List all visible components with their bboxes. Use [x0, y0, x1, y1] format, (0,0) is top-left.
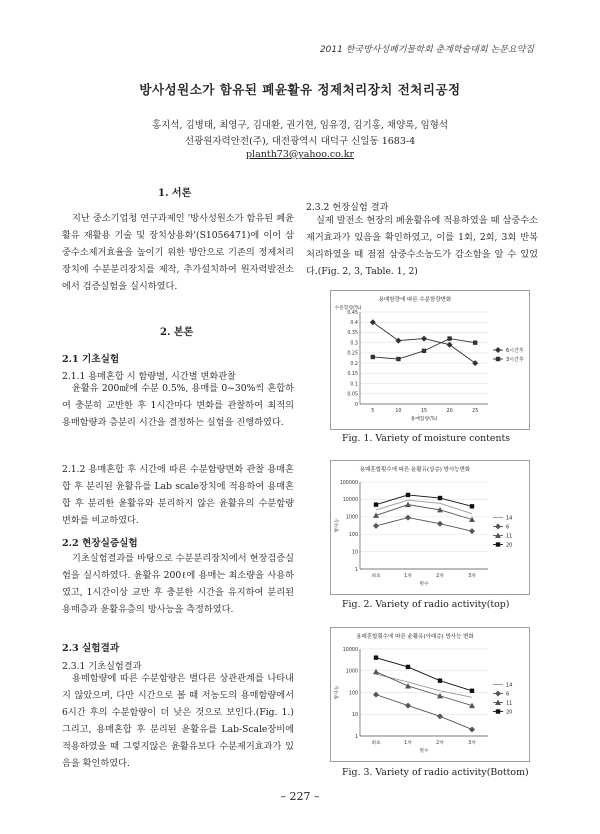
chart-0-ytick-label: 0.45: [347, 310, 358, 316]
chart-1-ylabel: 방사능: [335, 518, 340, 533]
chart-0-xlabel: 용매함량(%): [410, 417, 438, 422]
chart-0-ytick-label: 0.15: [347, 372, 358, 378]
chart-1-xtick-label: 최초: [371, 574, 381, 579]
chart-1-legend-label: 20: [506, 542, 513, 549]
chart-2-ytick-label: 10000: [342, 647, 358, 653]
paragraph-2-2: 기초실험결과를 바탕으로 수분분리장치에서 현장검증실험을 실시하였다. 윤활유 200ℓ에 용매는 최소량을 사용하였고, 1시간이상 교반 후 충분한 시간을 유지하여 분리된 용매층과 윤활유층의 방사능을 측정하였다.: [62, 553, 294, 615]
chart-0-xtick-label: 25: [472, 409, 479, 414]
chart-2-ytick-label: 10: [351, 713, 358, 719]
chart-radio-activity-bottom: [330, 627, 530, 762]
chart-2-data-point: [374, 655, 378, 659]
authors: 홍지석, 김병태, 최영구, 김대환, 권기현, 임유경, 김기홍, 채양록, 임형석: [151, 120, 449, 131]
chart-1-legend-label: 6: [506, 524, 510, 531]
chart-0-data-point: [371, 355, 375, 359]
chart-0-data-point: [422, 349, 426, 353]
chart-2-legend-label: 14: [506, 682, 513, 689]
chart-0-ylabel: 수분함량(%): [334, 306, 362, 311]
chart-0-ytick-label: 0.4: [350, 321, 358, 327]
chart-0-legend-label: 6시간후: [506, 347, 524, 354]
chart-2-ytick-label: 1: [354, 734, 358, 740]
chart-2-xlabel: 횟수: [419, 749, 429, 754]
chart-0-ytick-label: 0.1: [350, 382, 358, 388]
chart-2-xtick-label: 최초: [371, 741, 381, 746]
section-heading-intro: 1. 서론: [158, 188, 192, 199]
chart-0-data-point: [447, 336, 451, 340]
subsubsection-heading-2-1-1: 2.1.1 용매혼합 시 함량별, 시간별 변화관찰: [62, 371, 237, 382]
chart-radio-activity-top: [330, 460, 530, 595]
chart-0-xtick-label: 10: [395, 409, 402, 414]
chart-1-xlabel: 횟수: [419, 582, 429, 587]
subsection-heading-2-2: 2.2 현장실증실험: [62, 538, 138, 549]
chart-0-ytick-label: 0.2: [350, 361, 358, 367]
chart-0-ytick-label: 0.3: [350, 341, 358, 347]
chart-2-legend-label: 20: [506, 709, 513, 716]
chart-0-legend-label: 3시간후: [506, 356, 524, 363]
chart-2-xtick-label: 2차: [436, 741, 444, 746]
chart-1-ytick-label: 1000: [345, 515, 358, 521]
chart-0-ytick-label: 0.05: [347, 392, 358, 398]
chart-2-legend-label: 6: [506, 691, 510, 698]
running-header: 2011 한국방사성폐기물학회 춘계학술대회 논문요약집: [319, 45, 534, 55]
figure-2-caption: Fig. 2. Variety of radio activity(top): [342, 599, 510, 610]
chart-1-xtick-label: 1차: [404, 574, 412, 579]
figure-1-caption: Fig. 1. Variety of moisture contents: [342, 433, 511, 444]
chart-1-data-point: [470, 504, 474, 508]
chart-1-xtick-label: 2차: [436, 574, 444, 579]
chart-0-data-point: [473, 340, 477, 344]
chart-1-data-point: [406, 493, 410, 497]
subsubsection-heading-2-3-1: 2.3.1 기초실험결과: [62, 661, 142, 672]
chart-0-xtick-label: 15: [420, 409, 428, 414]
chart-1-ytick-label: 100: [348, 533, 358, 538]
chart-1-data-point: [374, 502, 378, 506]
chart-1-legend-marker: [496, 542, 500, 546]
chart-0-ytick-label: 0.25: [347, 351, 358, 357]
paragraph-2-1-2: 2.1.2 용매혼합 후 시간에 따른 수분함량변화 관찰 용매혼합 후 분리된 윤활유를 Lab scale장치에 적용하여 용매혼합 후 분리한 윤활유와 분리하지 않은 윤활유의 수분함량변화를 비교하였다.: [62, 464, 294, 526]
subsection-heading-2-3: 2.3 실험결과: [62, 643, 120, 654]
chart-moisture-contents: [330, 290, 530, 430]
figure-3-caption: Fig. 3. Variety of radio activity(Bottom): [342, 767, 529, 778]
chart-1-title: 용매혼합횟수에 따른 윤활유(상층) 방사능변화: [359, 467, 471, 473]
chart-1-ytick-label: 10000: [342, 498, 358, 504]
chart-1-ytick-label: 100000: [339, 480, 358, 486]
paragraph-2-3-2: 실제 발전소 현장의 폐윤활유에 적용하였을 때 삼중수소제거효과가 있음을 확인하였고, 이를 1회, 2회, 3회 반복 처리하였을 때 점점 삼중수소농도가 감소함을 알 수 있었다.(Fig. 2, 3, Table. 1, 2): [306, 215, 538, 277]
chart-0-xtick-label: 20: [446, 409, 453, 414]
paragraph-2-3-1: 용매함량에 따른 수분함량은 별다른 상관관계를 나타내지 않았으며, 다만 시간으로 볼 때 저농도의 용매함량에서 6시간 후의 수분함량이 더 낮은 것으로 보인다.(Fig. 1.) 그리고, 용매혼합 후 분리된 윤활유를 Lab-Scale장비에 적용하였을 때 그렇지않은 윤활유보다 수분제거효과가 있음을 확인하였다.: [62, 673, 294, 769]
chart-0-title: 용매함량에 따른 수분함량변화: [378, 297, 452, 303]
chart-0-xtick-label: 5: [371, 409, 375, 414]
chart-1-legend-label: 11: [506, 533, 513, 540]
chart-1-xtick-label: 3차: [468, 574, 476, 579]
chart-0-ytick-label: 0.35: [347, 331, 358, 337]
chart-0-data-point: [396, 357, 400, 361]
intro-paragraph: 지난 중소기업청 연구과제인 '방사성원소가 함유된 폐윤활유 재활용 기술 및 장치상용화'(S1056471)에 이어 삼중수소제거효율을 높이기 위한 방안으로 기존의 정제처리장치에 수분분리장치를 제작, 추가설치하여 원자력발전소에서 검증실험을 실시하였다.: [62, 213, 294, 292]
subsection-heading-2-1: 2.1 기초실험: [62, 354, 120, 365]
page-number: – 227 –: [280, 790, 320, 803]
chart-1-ytick-label: 10: [351, 550, 358, 556]
chart-1-data-point: [438, 496, 442, 500]
chart-2-data-point: [438, 678, 442, 682]
section-heading-body: 2. 본론: [160, 327, 194, 338]
chart-2-data-point: [406, 665, 410, 669]
affiliation: 선광원자력안전(주), 대전광역시 대덕구 신일동 1683-4: [184, 136, 416, 147]
paper-title: 방사성원소가 함유된 폐윤활유 정제처리장치 전처리공정: [139, 82, 461, 97]
chart-2-title: 용매혼합횟수에 따른 윤활유(아래층) 방사능 변화: [356, 634, 474, 640]
chart-1-legend-label: 14: [506, 515, 513, 522]
chart-2-legend-label: 11: [506, 700, 513, 707]
chart-2-ytick-label: 100: [348, 691, 358, 697]
chart-0-legend-marker: [496, 357, 500, 361]
chart-2-xtick-label: 3차: [468, 741, 476, 746]
chart-2-ylabel: 방사능: [335, 685, 340, 700]
chart-1-ytick-label: 1: [354, 567, 358, 573]
chart-2-legend-marker: [496, 709, 500, 713]
email-link[interactable]: planth73@yahoo.co.kr: [245, 149, 355, 160]
chart-2-data-point: [470, 689, 474, 693]
chart-2-ytick-label: 1000: [345, 669, 358, 675]
subsubsection-heading-2-3-2: 2.3.2 현장실험 결과: [306, 202, 389, 213]
paragraph-2-1-1: 윤활유 200㎖에 수분 0.5%, 용매를 0~30%씩 혼합하여 충분히 교반한 후 1시간마다 변화를 관찰하여 최적의 용매함량과 층분리 시간을 결정하는 실험을 진행하였다.: [62, 383, 294, 428]
chart-0-ytick-label: 0: [354, 402, 358, 408]
chart-2-xtick-label: 1차: [404, 741, 412, 746]
